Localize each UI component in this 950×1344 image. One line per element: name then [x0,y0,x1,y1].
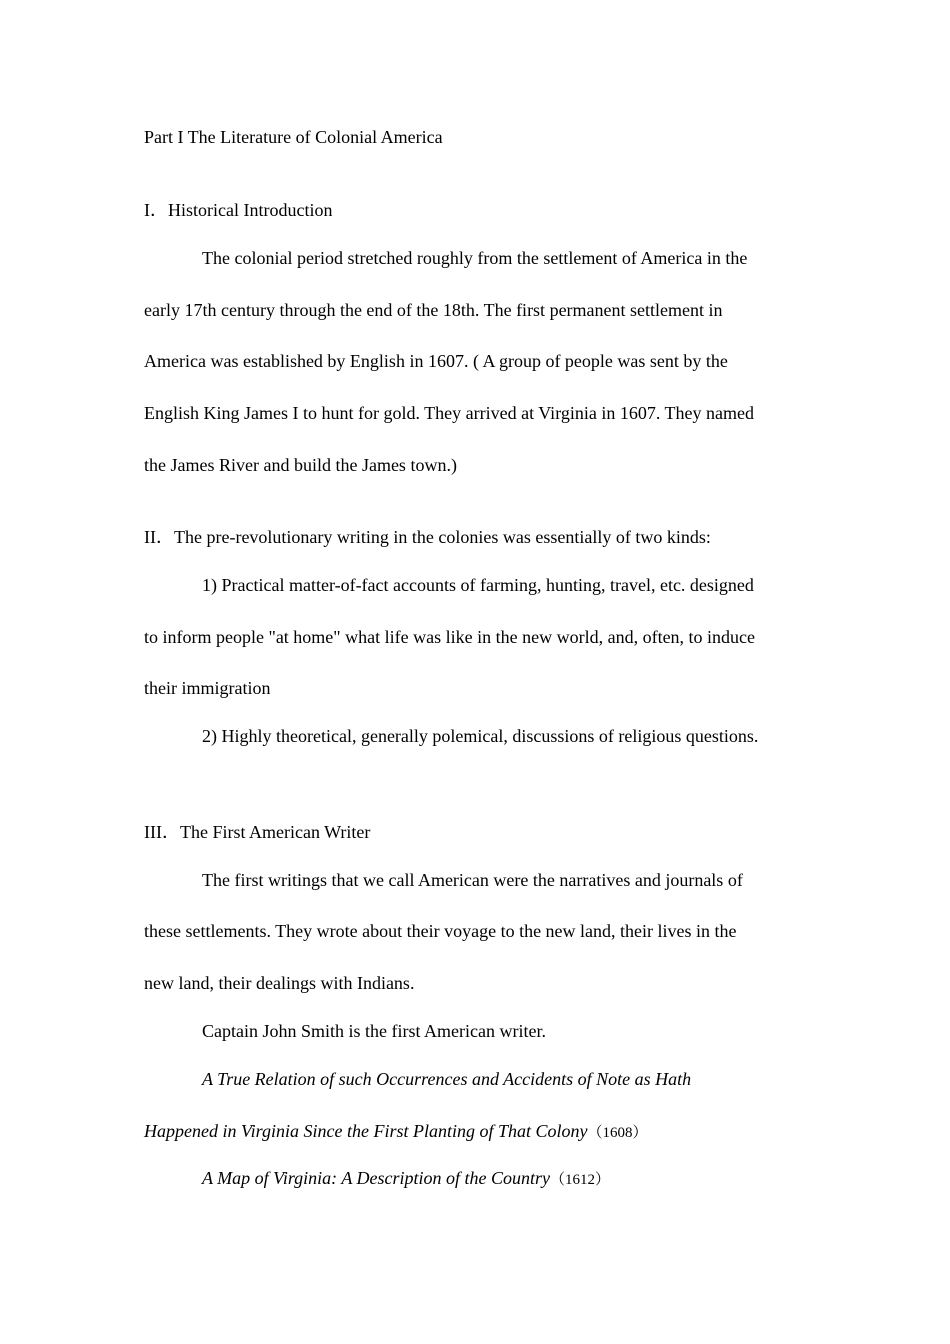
section2-item1-line: 1) Practical matter-of-fact accounts of farming, hunting, travel, etc. designed [202,575,754,595]
section1-heading: I．Historical Introduction [144,200,333,220]
section1-paragraph-line: America was established by English in 1607. ( A group of people was sent by the [144,351,728,371]
section1-paragraph-line: the James River and build the James town.) [144,455,457,475]
work2-year: （1612） [550,1172,611,1188]
work1-citation [144,1120,647,1144]
work1-year: （1608） [587,1125,648,1141]
section3-heading: III．The First American Writer [144,822,371,842]
section3-statement: Captain John Smith is the first American writer. [202,1021,546,1041]
work2-title: A Map of Virginia: A Description of the Country [202,1168,550,1188]
work2-citation [202,1167,610,1191]
section2-heading: II．The pre-revolutionary writing in the colonies was essentially of two kinds: [144,527,711,547]
section3-paragraph-line: these settlements. They wrote about their voyage to the new land, their lives in the [144,921,737,941]
section3-paragraph-line: new land, their dealings with Indians. [144,973,415,993]
section2-item1-line: their immigration [144,678,271,698]
document-title: Part I The Literature of Colonial America [144,127,443,147]
work1-title-line2: Happened in Virginia Since the First Planting of That Colony [144,1121,588,1141]
section1-paragraph-line: early 17th century through the end of the 18th. The first permanent settlement in [144,300,723,320]
section1-paragraph-line: The colonial period stretched roughly from the settlement of America in the [202,248,748,268]
section3-paragraph-line: The first writings that we call American were the narratives and journals of [202,870,743,890]
section2-item2: 2) Highly theoretical, generally polemical, discussions of religious questions. [202,726,759,746]
work1-title-line1: A True Relation of such Occurrences and Accidents of Note as Hath [202,1069,692,1089]
section1-paragraph-line: English King James I to hunt for gold. They arrived at Virginia in 1607. They named [144,403,754,423]
section2-item1-line: to inform people "at home" what life was like in the new world, and, often, to induce [144,627,756,647]
